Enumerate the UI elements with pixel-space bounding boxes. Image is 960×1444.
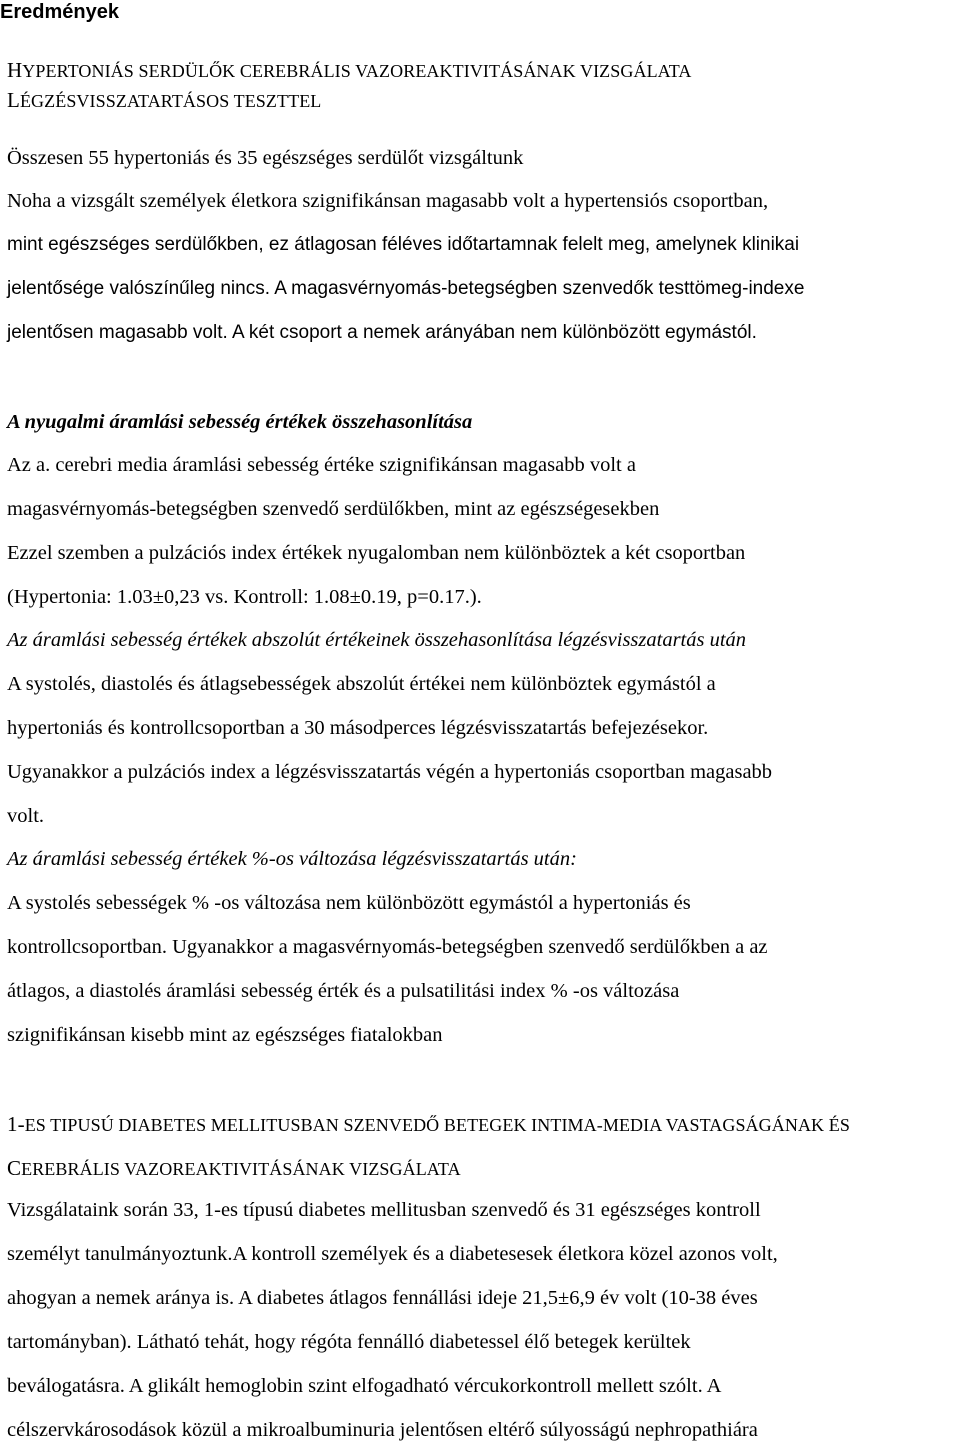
heading-rest: ES TIPUSÚ DIABETES MELLITUSBAN SZENVEDŐ BETEGEK INTIMA-MEDIA VASTAGSÁGÁNAK ÉS — [24, 1115, 850, 1135]
paragraph-line: A systolés, diastolés és átlagsebességek abszolút értékei nem különböztek egymástól a — [7, 673, 716, 695]
paragraph-line: Ezzel szemben a pulzációs index értékek nyugalomban nem különböztek a két csoportban — [7, 542, 746, 564]
heading-initial: L — [7, 88, 20, 112]
paragraph-line: jelentősége valószínűleg nincs. A magasvérnyomás-betegségben szenvedők testtömeg-indexe — [7, 278, 805, 299]
subheading-percent-change: Az áramlási sebesség értékek %-os változása légzésvisszatartás után: — [7, 848, 577, 870]
subheading-absolute-values: Az áramlási sebesség értékek abszolút értékeinek összehasonlítása légzésvisszatartás után — [7, 629, 747, 651]
paragraph-line: beválogatásra. A glikált hemoglobin szint elfogadható vércukorkontroll mellett szólt. A — [7, 1375, 722, 1397]
heading-initial: H — [7, 58, 23, 82]
paragraph-line: célszervkárosodások közül a mikroalbuminuria jelentősen eltérő súlyosságú nephropathiára — [7, 1419, 758, 1441]
paragraph-line: (Hypertonia: 1.03±0,23 vs. Kontroll: 1.08±0.19, p=0.17.). — [7, 586, 482, 608]
section-heading-diabetes-line1 — [7, 1112, 850, 1137]
section-heading-diabetes-line2 — [7, 1156, 461, 1181]
heading-prefix: 1- — [7, 1112, 25, 1136]
summary-line: Összesen 55 hypertoniás és 35 egészséges serdülőt vizsgáltunk — [7, 147, 524, 169]
heading-rest: ÉGZÉSVISSZATARTÁSOS TESZTTEL — [19, 91, 322, 111]
heading-rest: EREBRÁLIS VAZOREAKTIVITÁSÁNAK VIZSGÁLATA — [21, 1159, 461, 1179]
paragraph-line: Az a. cerebri media áramlási sebesség értéke szignifikánsan magasabb volt a — [7, 454, 636, 476]
paragraph-line: ahogyan a nemek aránya is. A diabetes átlagos fennállási ideje 21,5±6,9 év volt (10-38 éves — [7, 1287, 758, 1309]
paragraph-line: tartományban). Látható tehát, hogy régóta fennálló diabetessel élő betegek kerültek — [7, 1331, 691, 1353]
paragraph-line: Ugyanakkor a pulzációs index a légzésvisszatartás végén a hypertoniás csoportban magasabb — [7, 761, 773, 783]
paragraph-line: magasvérnyomás-betegségben szenvedő serdülőkben, mint az egészségesekben — [7, 498, 660, 520]
paragraph-line: mint egészséges serdülőkben, ez átlagosan féléves időtartamnak felelt meg, amelynek klinikai — [7, 234, 800, 255]
heading-rest: YPERTONIÁS SERDÜLŐK CEREBRÁLIS VAZOREAKTIVITÁSÁNAK VIZSGÁLATA — [22, 61, 692, 81]
paragraph-line: hypertoniás és kontrollcsoportban a 30 másodperces légzésvisszatartás befejezésekor. — [7, 717, 709, 739]
paragraph-line: Noha a vizsgált személyek életkora szignifikánsan magasabb volt a hypertensiós csoportban, — [7, 190, 769, 212]
heading-initial: C — [7, 1156, 22, 1180]
subheading-resting-flow: A nyugalmi áramlási sebesség értékek összehasonlítása — [7, 411, 473, 433]
paragraph-line: volt. — [7, 805, 45, 827]
paragraph-line: A systolés sebességek % -os változása nem különbözött egymástól a hypertoniás és — [7, 892, 691, 914]
page-title: Eredmények — [0, 1, 119, 23]
paragraph-line: átlagos, a diastolés áramlási sebesség érték és a pulsatilitási index % -os változása — [7, 980, 680, 1002]
section-heading-hypertension-line2 — [7, 88, 321, 113]
paragraph-line: Vizsgálataink során 33, 1-es típusú diabetes mellitusban szenvedő és 31 egészséges kontroll — [7, 1199, 761, 1221]
section-heading-hypertension-line1 — [7, 58, 692, 83]
paragraph-line: jelentősen magasabb volt. A két csoport a nemek arányában nem különbözött egymástól. — [7, 322, 757, 343]
paragraph-line: szignifikánsan kisebb mint az egészséges fiatalokban — [7, 1024, 443, 1046]
paragraph-line: személyt tanulmányoztunk.A kontroll személyek és a diabetesesek életkora közel azonos volt, — [7, 1243, 778, 1265]
paragraph-line: kontrollcsoportban. Ugyanakkor a magasvérnyomás-betegségben szenvedő serdülőkben a az — [7, 936, 768, 958]
